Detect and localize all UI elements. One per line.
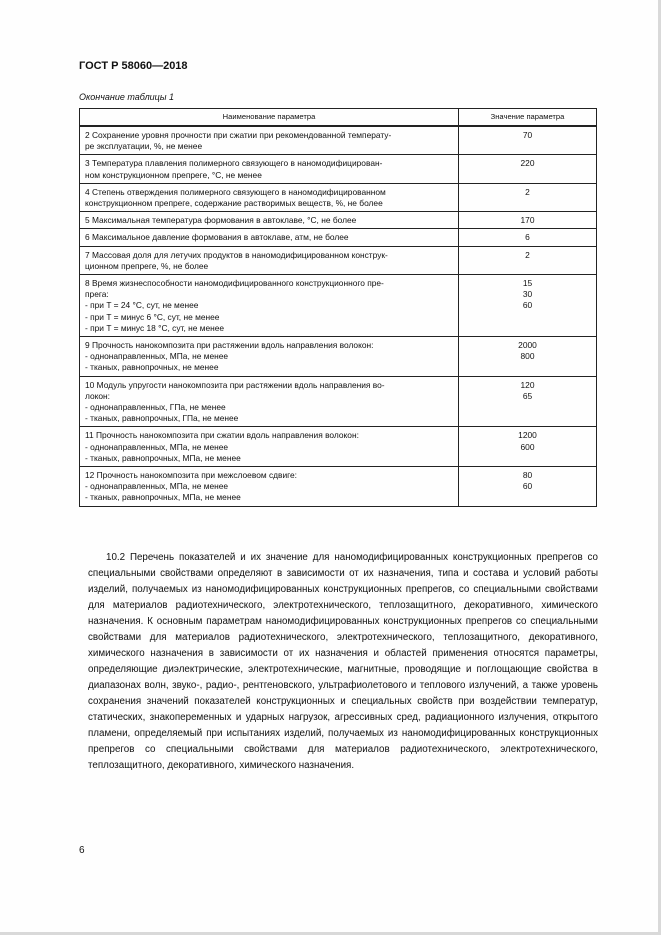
parameter-name-line: - однонаправленных, ГПа, не менее [85, 402, 226, 413]
parameter-name-line: - при T = 24 °С, сут, не менее [85, 300, 199, 311]
table-body [80, 126, 597, 506]
parameter-name-line: - однонаправленных, МПа, не менее [85, 351, 229, 362]
parameter-name-line: 5 Максимальная температура формования в автоклаве, °С, не более [85, 215, 357, 226]
parameter-value: 2 [525, 249, 530, 260]
parameter-value: 2 [525, 186, 530, 197]
parameter-name-cell [80, 212, 459, 229]
column-header-name: Наименование параметра [80, 109, 459, 127]
parameter-name-line: конструкционном препреге, содержание растворимых веществ, %, не более [85, 198, 383, 209]
parameter-value-cell [459, 183, 597, 211]
parameter-name-line: 7 Массовая доля для летучих продуктов в наномодифицированном конструк- [85, 249, 388, 260]
parameter-value: 600 [520, 441, 535, 452]
parameter-value-cell [459, 212, 597, 229]
table-row [80, 427, 597, 467]
section-10-2-paragraph: 10.2 Перечень показателей и их значение для наномодифицированных конструкционных препрегов со специальными свойствами определяют в зависимости от их назначения, типа и состава и условий работы изделий, получаемых из наномодифицированных конструкционных препрегов, со специальными свойствами для материалов радиотехнического, электротехнического, теплозащитного, декоративного, химического назначения. К основным параметрам наномодифицированных конструкционных препрегов со специальными свойствами для материалов радиотехнического, электротехнического, теплозащитного, декоративного, химического назначения в зависимости от их назначения и областей применения относятся параметры, определяющие диэлектрические, электротехнические, магнитные, проводящие и поглощающие свойства в диапазонах волн, звуко-, радио-, рентгеновского, ультрафиолетового и теплового излучений, а также уровень сохранения значений показателей конструкционных и специальных свойств при воздействии температур, статических, знакопеременных и ударных нагрузок, агрессивных сред, радиационного излучения, открытого пламени, определяемый при испытаниях изделий, получаемых из наномодифицированных конструкционных препрегов со специальными свойствами для материалов радиотехнического, электротехнического, теплозащитного, декоративного, химического назначения. [88, 552, 598, 771]
parameter-name-line: - тканых, равнопрочных, МПа, не менее [85, 452, 241, 463]
parameter-value: 220 [520, 158, 535, 169]
table-row [80, 337, 597, 377]
parameter-name-line: 2 Сохранение уровня прочности при сжатии при рекомендованной температу- [85, 130, 392, 140]
parameter-value-cell [459, 229, 597, 246]
parameter-name-line: 11 Прочность нанокомпозита при сжатии вдоль направления волокон: [85, 430, 359, 441]
parameter-value-cell [459, 337, 597, 377]
table-row [80, 126, 597, 155]
parameter-name-line: ре эксплуатации, %, не менее [85, 141, 203, 152]
parameter-value: 30 [522, 289, 533, 300]
table-row [80, 376, 597, 427]
parameter-name-cell [80, 229, 459, 246]
parameter-name-line: - тканых, равнопрочных, не менее [85, 362, 219, 373]
parameter-name-line: 10 Модуль упругости нанокомпозита при растяжении вдоль направления во- [85, 379, 385, 390]
parameter-value-cell [459, 275, 597, 337]
parameter-name-cell [80, 427, 459, 467]
parameter-name-line: 8 Время жизнеспособности наномодифицированного конструкционного пре- [85, 278, 384, 289]
parameter-name-cell [80, 376, 459, 427]
table-row [80, 275, 597, 337]
parameter-value: 70 [522, 130, 533, 140]
table-row [80, 183, 597, 211]
parameter-value: 2000 [518, 340, 537, 351]
parameter-name-line: прега: [85, 289, 109, 300]
parameter-value: 15 [522, 278, 533, 289]
parameter-name-line: - при T = минус 6 °С, сут, не менее [85, 311, 220, 322]
parameter-value-cell [459, 155, 597, 183]
parameter-name-cell [80, 183, 459, 211]
parameter-name-line: - однонаправленных, МПа, не менее [85, 481, 229, 492]
parameter-name-line: локон: [85, 390, 111, 401]
column-header-value: Значение параметра [459, 109, 597, 127]
parameter-name-line: 6 Максимальное давление формования в автоклаве, атм, не более [85, 232, 349, 243]
table-row [80, 155, 597, 183]
parameter-name-cell [80, 126, 459, 155]
parameter-value: 1200 [518, 430, 537, 441]
parameter-name-line: ном конструкционном препреге, °С, не менее [85, 169, 262, 180]
parameters-table [79, 108, 597, 507]
table-caption: Окончание таблицы 1 [79, 92, 174, 102]
parameter-name-line: ционном препреге, %, не более [85, 260, 209, 271]
table-row [80, 212, 597, 229]
parameter-value-cell [459, 246, 597, 274]
parameter-name-line: 4 Степень отверждения полимерного связующего в наномодифицированном [85, 186, 386, 197]
parameter-value: 800 [520, 351, 535, 362]
table-row [80, 246, 597, 274]
parameter-value: 120 [520, 379, 535, 390]
parameter-value: 170 [520, 215, 535, 226]
parameter-value-cell [459, 376, 597, 427]
parameter-name-cell [80, 246, 459, 274]
parameter-name-line: - при T = минус 18 °С, сут, не менее [85, 322, 225, 333]
table-row [80, 467, 597, 507]
page-number: 6 [79, 845, 85, 856]
table-header-row [80, 109, 597, 127]
parameter-name-line: - тканых, равнопрочных, МПа, не менее [85, 492, 241, 503]
parameter-name-cell [80, 337, 459, 377]
standard-header: ГОСТ Р 58060—2018 [79, 60, 188, 72]
parameter-name-line: - однонаправленных, МПа, не менее [85, 441, 229, 452]
parameter-value-cell [459, 427, 597, 467]
parameter-value: 60 [522, 300, 533, 311]
parameter-name-line: 9 Прочность нанокомпозита при растяжении вдоль направления волокон: [85, 340, 374, 351]
parameter-value: 60 [522, 481, 533, 492]
parameter-value: 6 [525, 232, 530, 243]
parameter-value: 65 [522, 390, 533, 401]
parameter-name-cell [80, 467, 459, 507]
parameter-name-cell [80, 155, 459, 183]
parameter-value: 80 [522, 470, 533, 481]
parameter-name-line: 12 Прочность нанокомпозита при межслоевом сдвиге: [85, 470, 297, 481]
parameter-name-line: 3 Температура плавления полимерного связующего в наномодифицирован- [85, 158, 383, 169]
parameter-value-cell [459, 126, 597, 155]
parameter-name-line: - тканых, равнопрочных, ГПа, не менее [85, 413, 239, 424]
parameter-name-cell [80, 275, 459, 337]
table-row [80, 229, 597, 246]
parameter-value-cell [459, 467, 597, 507]
